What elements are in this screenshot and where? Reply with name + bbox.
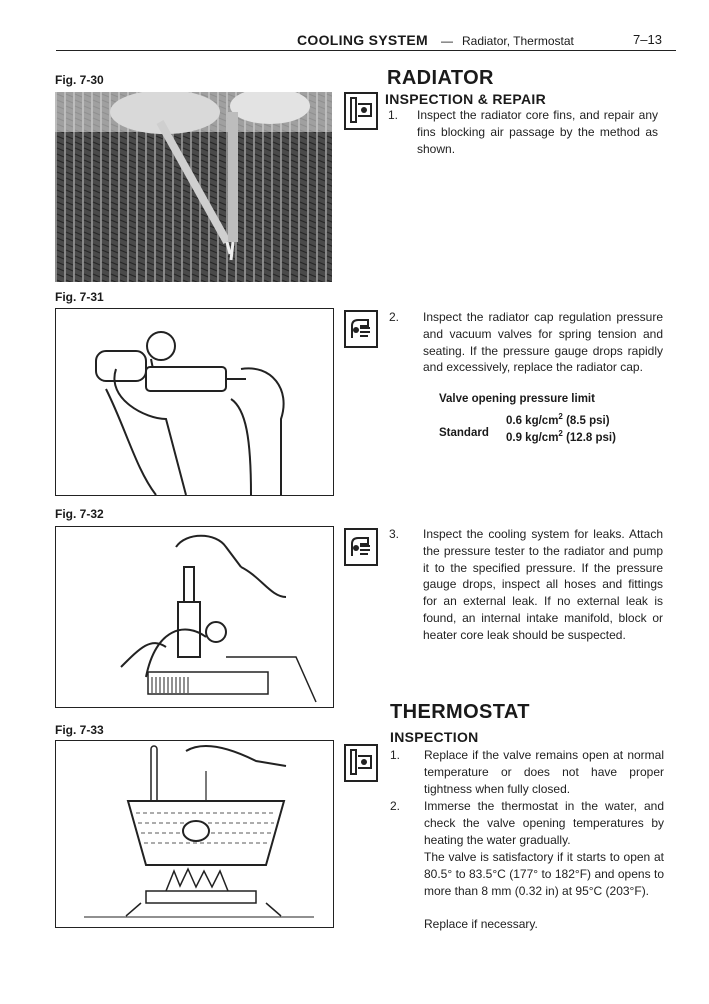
- fig-7-30-photo: [55, 92, 332, 282]
- thermostat-opening-note: The valve is satisfactory if it starts to open at 80.5° to 83.5°C (177° to 182°F) and opens to more than 8 mm (0.32 in) at 95°C (203°F).: [424, 850, 664, 898]
- fig-7-32-label: Fig. 7-32: [55, 507, 104, 521]
- spec-standard: [506, 425, 616, 447]
- step-number: 2.: [389, 310, 400, 324]
- inspect-icon: [344, 744, 378, 782]
- header-subtitle: Radiator, Thermostat: [462, 34, 574, 48]
- fig-7-32-illustration: [55, 526, 334, 708]
- spec-standard-psi: (12.8 psi): [566, 431, 616, 444]
- spec-limit-value: 0.6 kg/cm: [506, 414, 559, 427]
- step-number: 1.: [390, 748, 401, 762]
- header-dash: —: [441, 34, 453, 48]
- thermostat-subtitle: INSPECTION: [390, 729, 479, 745]
- spec-limit-psi: (8.5 psi): [566, 414, 610, 427]
- thermostat-replace-note: Replace if necessary.: [424, 917, 538, 931]
- radiator-step-1: Inspect the radiator core fins, and repair any fins blocking air passage by the method as shown.: [417, 108, 658, 156]
- hand-inspect-icon: [344, 528, 378, 566]
- header-section: COOLING SYSTEM: [297, 32, 428, 48]
- fig-7-31-label: Fig. 7-31: [55, 290, 104, 304]
- spec-heading: Valve opening pressure limit: [439, 393, 595, 405]
- thermostat-title: THERMOSTAT: [390, 701, 530, 723]
- spec-standard-label: Standard: [439, 427, 489, 439]
- radiator-fins-photo: [55, 92, 332, 282]
- header-rule: [56, 50, 676, 51]
- radiator-step-3: Inspect the cooling system for leaks. Attach the pressure tester to the radiator and pump it to the specified pressure. If the pressure gauge drops, inspect all hoses and fittings for an external leak. If no external leak is found, an internal intake manifold, block or heater core leak should be suspected.: [423, 527, 663, 642]
- page-number: 7–13: [633, 32, 662, 47]
- spec-standard-value: 0.9 kg/cm: [506, 431, 559, 444]
- thermostat-step-2: Immerse the thermostat in the water, and check the valve opening temperatures by heating the water gradually.: [424, 799, 664, 847]
- inspect-icon: [344, 92, 378, 130]
- fig-7-31-illustration: [55, 308, 334, 496]
- thermostat-step-1: Replace if the valve remains open at normal temperature or does not have proper tightness when fully closed.: [424, 748, 664, 796]
- step-number: 2.: [390, 799, 401, 813]
- radiator-step-2: Inspect the radiator cap regulation pressure and vacuum valves for spring tension and seating. If the pressure gauge drops rapidly and excessively, replace the radiator cap.: [423, 310, 663, 375]
- spec-limit-sup: 2: [558, 412, 563, 421]
- fig-7-30-label: Fig. 7-30: [55, 73, 104, 87]
- fig-7-33-label: Fig. 7-33: [55, 723, 104, 737]
- hand-inspect-icon: [344, 310, 378, 348]
- fig-7-33-illustration: [55, 740, 334, 928]
- step-number: 1.: [388, 108, 399, 122]
- step-number: 3.: [389, 527, 400, 541]
- radiator-title: RADIATOR: [387, 67, 494, 89]
- spec-standard-sup: 2: [558, 429, 563, 438]
- radiator-subtitle: INSPECTION & REPAIR: [385, 91, 547, 107]
